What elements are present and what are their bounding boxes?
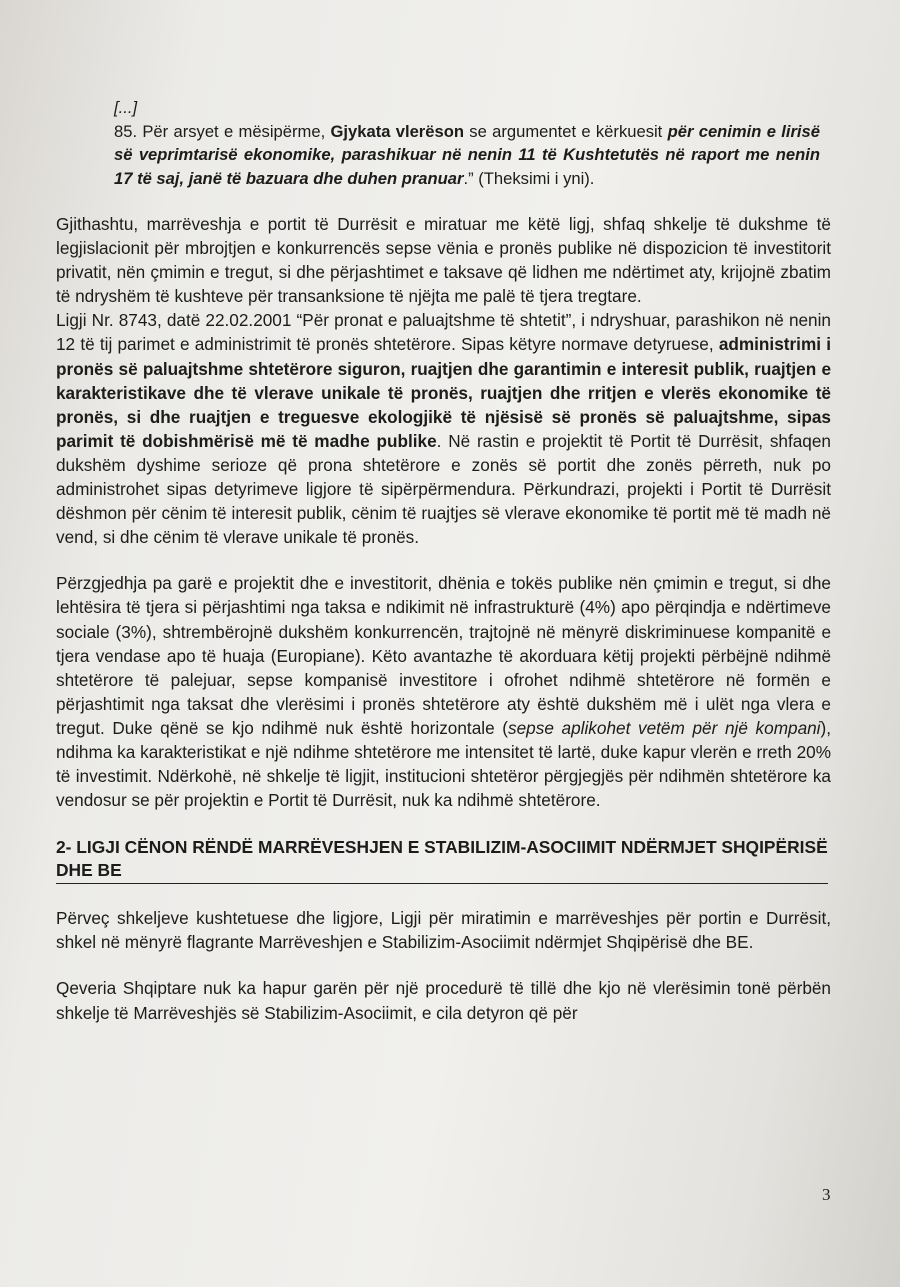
- law-text-a: Ligji Nr. 8743, datë 22.02.2001 “Për pronat e paluajtshme të shtetit”, i ndryshuar, parashikon në nenin 12 të tij parimet e administrimit të pronës shtetërore. Sipas këtyre normave detyruese,: [56, 310, 831, 355]
- paragraph-saa-violation: Përveç shkeljeve kushtetuese dhe ligjore, Ligji për miratimin e marrëveshjes për portin e Durrësit, shkel në mënyrë flagrante Marrëveshjen e Stabilizim-Asociimit ndërmjet Shqipërisë dhe BE.: [56, 908, 831, 953]
- aid-text-c: ), ndihma ka karakteristikat e një ndihme shtetërore me intensitet të lartë, duke kapur vlerën e rreth 20% të investimit. Ndërkohë, në shkelje të ligjit, institucioni shtetëror përgjegjës për ndihmën shtetërore ka vendosur se për projektin e Portit të Durrësit, nuk ka ndihmë shtetërore.: [56, 717, 832, 811]
- paragraph-competition: Gjithashtu, marrëveshja e portit të Durrësit e miratuar me këtë ligj, shfaq shkelje të dukshme të legjislacionit për mbrojtjen e konkurrencës sepse vënia e pronës publike në dispozicion të investitorit privatit, nën çmimin e tregut, si dhe përjashtimet e taksave që lidhen me ndërtimet aty, krijojnë zbatim të ndryshëm të kushteve për transanksione të njëjta me palë të tjera tregtare.: [56, 214, 831, 307]
- law-text-c: . Në rastin e projektit të Portit të Durrësit, shfaqen dukshëm dyshime serioze që prona shtetërore e zonës së portit dhe zonës përreth, nuk po administrohet sipas detyrimeve ligjore të sipërpërmendura. Përkundrazi, projekti i Portit të Durrësit dëshmon për cënim të interesit publik, cënim të ruajtjes së vlerave ekonomike të portit më të madh në vend, si dhe cënim të vlerave unikale të pronës.: [56, 430, 831, 548]
- aid-italic: sepse aplikohet vetëm për një kompani: [508, 717, 821, 738]
- quote-paragraph: [114, 120, 820, 191]
- quote-bold-court: Gjykata vlerëson: [330, 121, 464, 141]
- quote-text-c: se argumentet e kërkuesit: [464, 121, 668, 141]
- ellipsis: [114, 96, 820, 120]
- section-heading: 2- LIGJI CËNON RËNDË MARRËVESHJEN E STABILIZIM-ASOCIIMIT NDËRMJET SHQIPËRISË DHE BE: [56, 836, 828, 884]
- paragraph-law-8743: [56, 308, 831, 549]
- ellipsis-text: [...]: [114, 98, 138, 117]
- document-page: [56, 96, 831, 1025]
- paragraph-government: Qeveria Shqiptare nuk ka hapur garën për një procedurë të tillë dhe kjo në vlerësimin tonë përbën shkelje të Marrëveshjës së Stabilizim-Asociimit, e cila detyron që për: [56, 978, 831, 1023]
- quote-text-e: .” (Theksimi i yni).: [463, 168, 595, 188]
- quote-text-a: 85. Për arsyet e mësipërme,: [114, 121, 331, 141]
- paragraph-state-aid: [56, 571, 831, 812]
- quote-bold-italic: për cenimin e lirisë së veprimtarisë ekonomike, parashikuar në nenin 11 të Kushtetutës në raport me nenin 17 të saj, janë të bazuara dhe duhen pranuar: [114, 121, 820, 188]
- law-bold-principles: administrimi i pronës së paluajtshme shtetërore siguron, ruajtjen dhe garantimin e interesit publik, ruajtjen e karakteristikave dhe të vlerave unikale të pronës, ruajtjen dhe rritjen e vlerës ekonomike të pronës, si dhe ruajtjen e treguesve ekologjikë të njësisë së pronës së paluajtshme, sipas parimit të dobishmërisë më të madhe publike: [56, 334, 831, 451]
- page-number: 3: [822, 1185, 831, 1204]
- quoted-block: [114, 96, 820, 190]
- aid-text-a: Përzgjedhja pa garë e projektit dhe e investitorit, dhënia e tokës publike nën çmimin e tregut, si dhe lehtësira të tjera si përjashtimi nga taksa e ndikimit në infrastrukturë (4%) apo përqindja e ndërtimeve sociale (3%), shtrembërojnë dukshëm konkurrencën, trajtojnë në mënyrë diskriminuese kompanitë e tjera vendase apo të huaja (Europiane). Këto avantazhe të akorduara këtij projekti përbëjnë ndihmë shtetërore të palejuar, sepse kompanisë investitore i ofrohet ndihmë shtetërore në formën e përjashtimit nga taksat dhe vlerësimi i pronës shtetërore aty është dukshëm më i ulët nga vlera e tregut. Duke qënë se kjo ndihmë nuk është horizontale (: [56, 573, 831, 738]
